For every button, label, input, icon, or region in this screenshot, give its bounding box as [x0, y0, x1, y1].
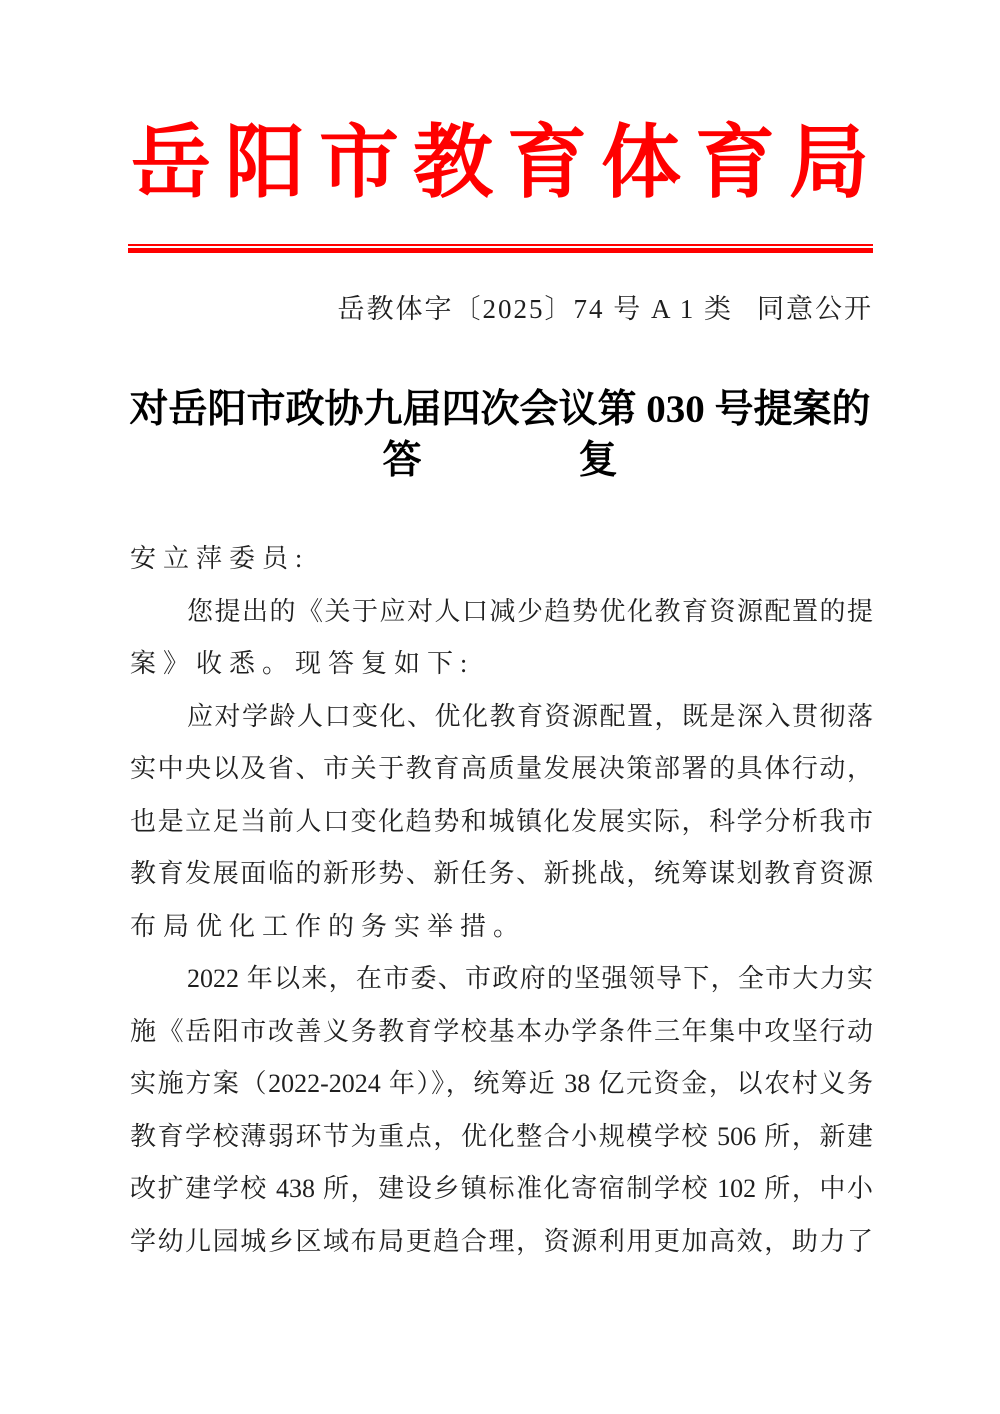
reply-title-line2 [0, 437, 1000, 485]
body-line: 实中央以及省、市关于教育高质量发展决策部署的具体行动， [130, 754, 873, 783]
body-text-block [130, 533, 873, 1268]
body-line: 也是立足当前人口变化趋势和城镇化发展实际，科学分析我市 [130, 806, 873, 836]
reply-title-char-da: 答 [382, 439, 422, 482]
red-divider-thick-line [128, 248, 873, 253]
body-line: 实施方案（2022-2024 年）》，统筹近 38 亿元资金，以农村义务 [130, 1069, 873, 1098]
doc-number-row [130, 292, 873, 326]
red-divider-thin-line [128, 244, 873, 246]
body-line: 应对学龄人口变化、优化教育资源配置，既是深入贯彻落 [187, 701, 873, 731]
body-line: 您提出的《关于应对人口减少趋势优化教育资源配置的提 [187, 596, 873, 626]
body-line: 教育发展面临的新形势、新任务、新挑战，统筹谋划教育资源 [130, 859, 873, 888]
body-line: 案》收悉。现答复如下: [130, 649, 475, 678]
red-divider [128, 244, 873, 253]
body-line: 改扩建学校 438 所，建设乡镇标准化寄宿制学校 102 所，中小 [130, 1174, 873, 1203]
body-line: 教育学校薄弱环节为重点，优化整合小规模学校 506 所，新建 [130, 1121, 873, 1151]
body-line: 布局优化工作的务实举措。 [130, 911, 527, 941]
reply-title-char-fu: 复 [578, 439, 618, 482]
publicity-status: 同意公开 [757, 294, 873, 324]
body-line: 施《岳阳市改善义务教育学校基本办学条件三年集中攻坚行动 [130, 1016, 873, 1046]
body-line: 学幼儿园城乡区域布局更趋合理，资源利用更加高效，助力了 [130, 1226, 873, 1256]
letterhead-agency-title: 岳阳市教育体育局 [131, 120, 883, 208]
doc-number: 岳教体字〔2025〕74 号 A 1 类 [337, 294, 733, 324]
body-line: 安立萍委员: [130, 544, 310, 573]
reply-title-line1: 对岳阳市政协九届四次会议第 030 号提案的 [129, 388, 871, 431]
body-line: 2022 年以来，在市委、市政府的坚强领导下，全市大力实 [187, 964, 873, 993]
